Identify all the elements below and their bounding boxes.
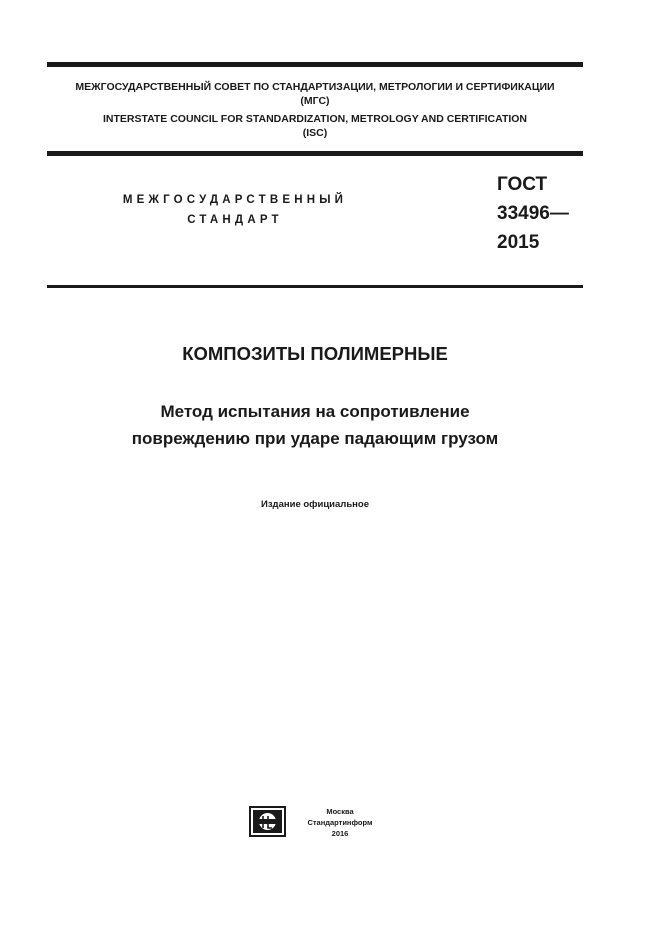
publisher-city: Москва [326, 807, 354, 816]
standard-bottom-rule [47, 285, 583, 288]
publisher-name: Стандартинформ [307, 818, 373, 827]
council-en-line1: INTERSTATE COUNCIL FOR STANDARDIZATION, METROLOGY AND CERTIFICATION [102, 113, 528, 125]
standartinform-logo-icon [249, 806, 286, 837]
gost-line3: 2015 [497, 232, 540, 253]
edition-label: Издание официальное [261, 499, 369, 510]
publisher-block [290, 806, 390, 839]
header-bottom-rule [47, 151, 583, 156]
standard-type-line2: СТАНДАРТ [187, 214, 283, 226]
publisher-year: 2016 [331, 829, 349, 838]
top-rule [47, 62, 583, 67]
document-subtitle-line2: повреждению при ударе падающим грузом [131, 429, 499, 448]
gost-line2: 33496— [497, 203, 569, 224]
document-title: КОМПОЗИТЫ ПОЛИМЕРНЫЕ [182, 343, 448, 364]
council-en-line2: (ISC) [302, 127, 328, 139]
standard-type-line1: МЕЖГОСУДАРСТВЕННЫЙ [122, 194, 348, 206]
gost-number [497, 170, 569, 257]
document-subtitle-line1: Метод испытания на сопротивление [160, 402, 470, 421]
council-ru-line2: (МГС) [300, 95, 330, 107]
council-ru-line1: МЕЖГОСУДАРСТВЕННЫЙ СОВЕТ ПО СТАНДАРТИЗАЦИИ, МЕТРОЛОГИИ И СЕРТИФИКАЦИИ [75, 81, 555, 93]
gost-line1: ГОСТ [497, 174, 548, 195]
